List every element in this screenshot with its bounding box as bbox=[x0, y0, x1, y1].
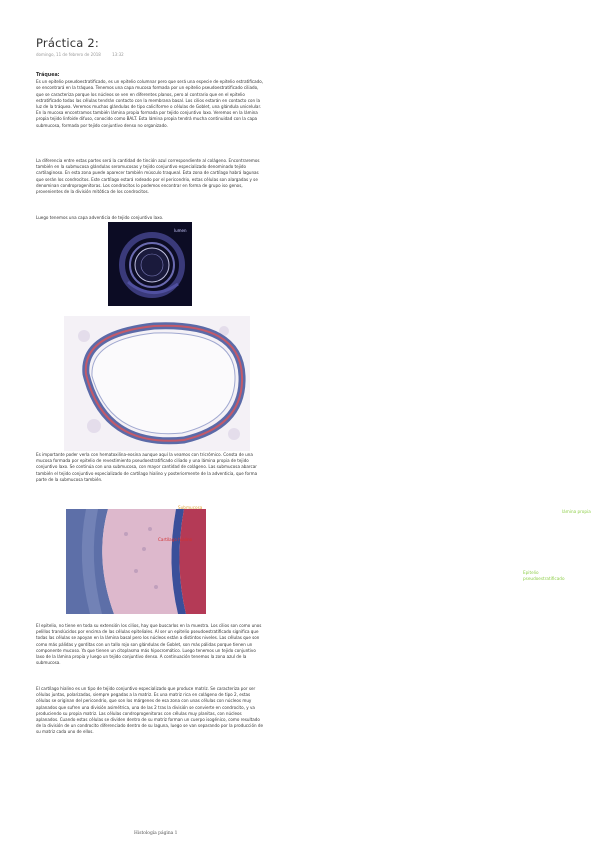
micrograph-trachea-detail bbox=[66, 509, 206, 614]
caption-submucosa: Submucosa bbox=[178, 505, 203, 510]
section-block-1 bbox=[36, 73, 264, 129]
meta-date: domingo, 11 de febrero de 2018 bbox=[36, 52, 101, 57]
paragraph-3: Luego tenemos una capa adventicia de tejido conjuntivo laxo. bbox=[36, 215, 164, 220]
caption-cartilago: Cartílago hialino bbox=[158, 537, 193, 542]
paragraph-5: El epitelio, no tiene en toda su extensión los cilios, hay que buscarlos en la muestra. Los cilios son como unos pelillos translúcidos por encima de las células epiteliales. Al ser un epitelio pseudoestratificado significa que todas las células se apoyan en la lámina basal pero los núcleos están a distintos niveles. Las células que son como más pálidas y gorditas con un tallo rojo son glándulas de Goblet, son más pálidas porque tienen un componente mucoso. Ya que tienen un citoplasma más hipocromático. Luego tenemos un tejido conjuntivo laxo de la lámina propia y luego un tejido conjuntivo denso. A continuación tenemos la zona azul de la submucosa. bbox=[36, 623, 262, 666]
paragraph-4: Es importante poder verla con hematoxilina-eosina aunque aquí la veamos con tricrómico. Consta de una mucosa formada por epitelio de revestimiento pseudoestratificado ciliado y una lámina propia de tejido conjuntivo laxo. Se continúa con una submucosa, con mayor cantidad de colágeno. Las submucosa abarcar también el tejido conjuntivo especializado de cartílago hialino y posteriormente de la adventicia, que forma parte de la submucosa también. bbox=[36, 452, 258, 482]
paragraph-2: La diferencia entre estas partes será la cantidad de tinción azul correspondiente al colágeno. Encontraremos también en la submucosa glándulas seromucosas y tejido conjuntivo especializado denominado tejido cartilaginoso. En esta zona puede aparecer también músculo traqueal. Esta zona de cartílago habrá lagunas que serán los condrocitos. Este cartílago estará rodeado por el pericondrio, estas células son alargadas y se denominan condroprogenitoras. Los condrocitos lo podemos encontrar en forma de grupo iso genos, provenientes de la división mitótica de los condrocitos. bbox=[36, 158, 260, 195]
side-note-lamina: lámina propia bbox=[562, 509, 591, 514]
page-meta bbox=[36, 52, 134, 57]
img1-label: lumen bbox=[174, 228, 187, 233]
paragraph-6: El cartílago hialino es un tipo de tejido conjuntivo especializado que produce matriz. Se caracteriza por ser células juntas, polarizadas, siempre pegadas a la matriz. Es una matriz rica en colágeno de tipo 2, estas células se originan del pericondrio, que son los márgenes de esa zona con unas células con núcleos muy aplanados que sufren una división asimétrica, una de las 2 tras la división se convierte en condrocito, y va produciendo su propia matriz. Las células condroprogenitoras con células muy planitas, con núcleos aplanados. Cuando estas células se dividen dentro de su matriz forman un cuerpo isogénico, como resultado de la división de un condrocito diferenciado dentro de su laguna, luego se van separando por la producción de su matriz cada uno de ellos. bbox=[36, 686, 263, 735]
micrograph-trachea-dark bbox=[108, 222, 192, 306]
section-heading: Tráquea: bbox=[36, 73, 60, 78]
meta-time: 13:32 bbox=[112, 52, 124, 57]
side-note-epitelio: Epitelio pseudoestratificado bbox=[523, 570, 565, 581]
micrograph-trachea-ring bbox=[64, 316, 250, 451]
paragraph-1: Es un epitelio pseudoestratificado, es un epitelio columnar pero que será una especie de epitelio estratificado, se encontrará en la tráquea. Tenemos una capa mucosa formada por un epitelio pseudoestratificado ciliado, que se caracteriza porque los núcleos se ven en diferentes planos, pero al contrario que en el epitelio estratificado todas las células tendrán contacto con la membrana basal. Los cilios estarán en contacto con la luz de la tráquea. Veremos muchas glándulas de tipo caliciforme o células de Goblet, una glándula unicelular. En la mucosa encontramos también lámina propia formada por tejido conjuntivo laxo. Veremos en la lámina propia tejido linfoide difuso, conocido como BALT. Esta lámina propia tendrá mucha continuidad con la capa submucosa, formada por tejido conjuntivo denso no organizado. bbox=[36, 79, 264, 128]
page-title: Práctica 2: bbox=[36, 36, 99, 50]
page-footer: Histología página 1 bbox=[134, 831, 178, 836]
